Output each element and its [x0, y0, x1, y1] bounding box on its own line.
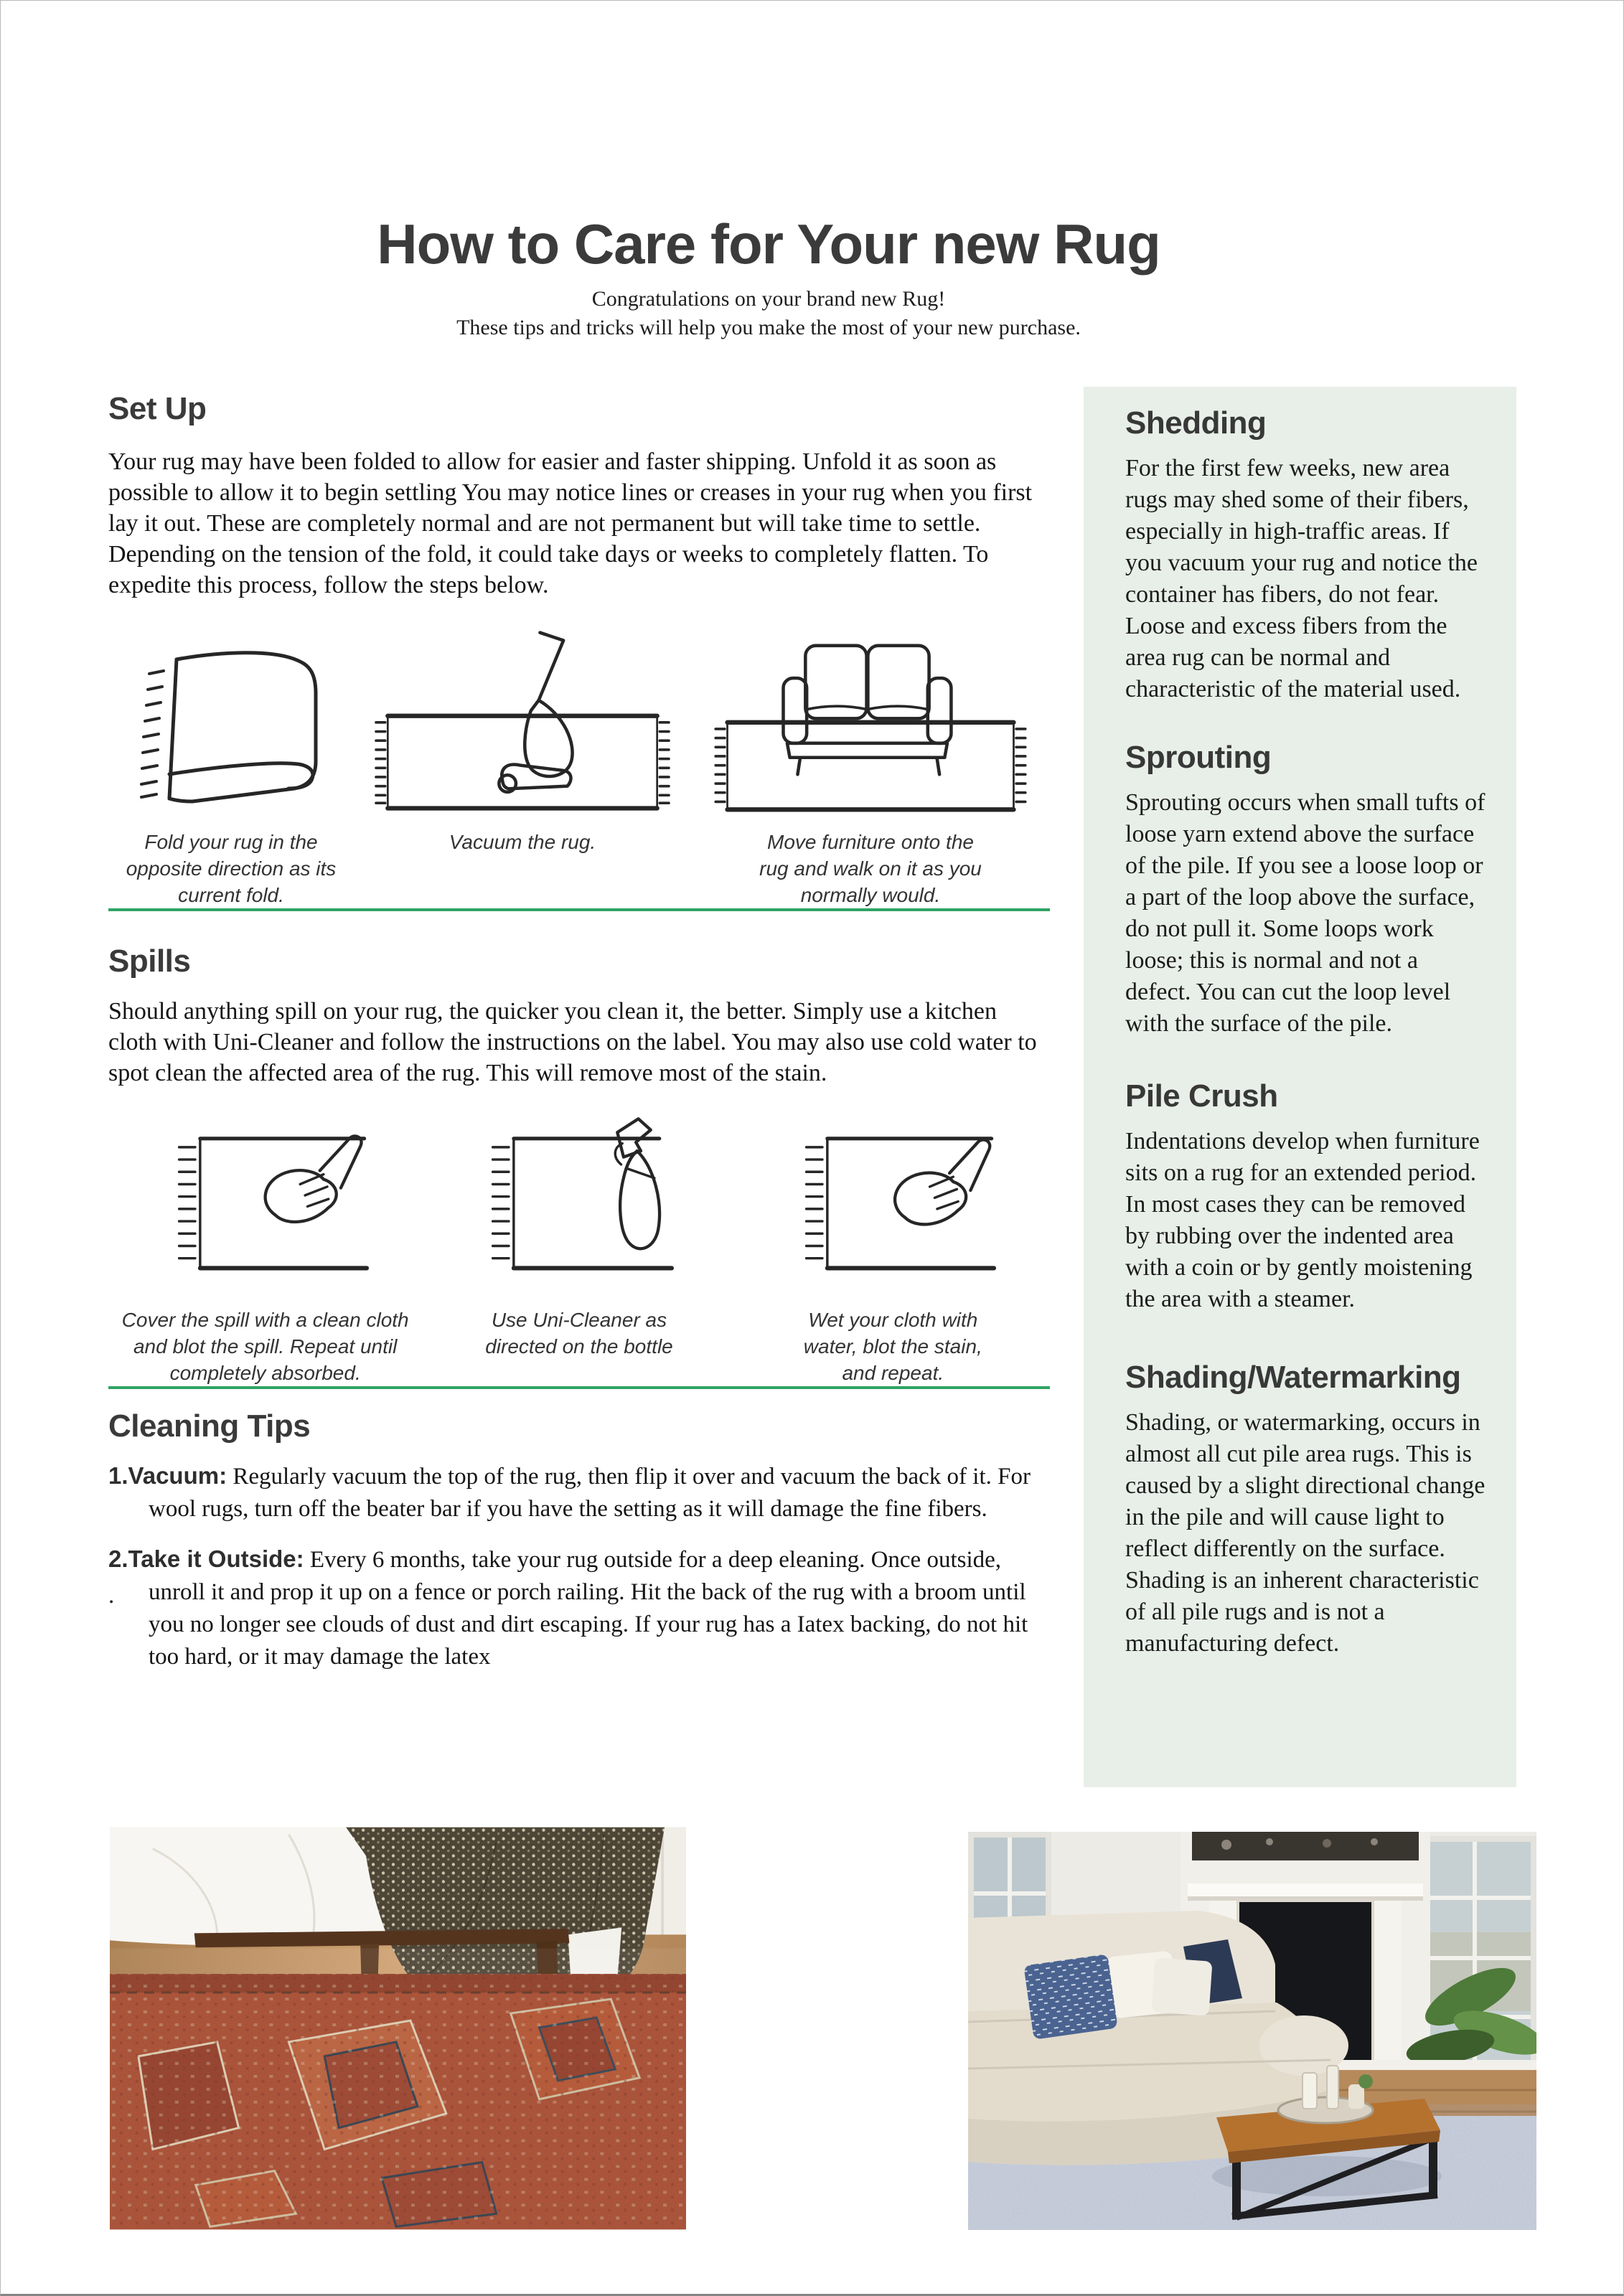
- living-room-rug-illustration: [968, 1832, 1536, 2230]
- step-vacuum: [354, 624, 691, 855]
- header: [1, 212, 1536, 342]
- main-column: [108, 392, 1050, 1673]
- step-wet-cloth: [736, 1111, 1050, 1386]
- section-set-up: [108, 392, 1050, 908]
- shedding-body: For the first few weeks, new area rugs may shed some of their fibers, especially in high-traffic areas. If you vacuum your rug and notice the container has fibers, do not fear. Loose and excess fibers from the area rug can be normal and characteristic of the material used.: [1125, 455, 1478, 702]
- set-up-paragraph: Your rug may have been folded to allow for easier and faster shipping. Unfold it as soon as possible to allow it to begin settling You may notice lines or creases in your rug when you first lay it out. These are completely normal and are not permanent but will take time to settle. Depending on the tension of the fold, it could take days or weeks to completely flatten. To expedite this process, follow the steps below.: [108, 448, 1033, 598]
- vacuum-on-rug-icon: [354, 624, 691, 819]
- section-cleaning-tips: [108, 1409, 1050, 1673]
- living-room-rug-photo: [968, 1832, 1536, 2230]
- shading-body: Shading, or watermarking, occurs in almost all cut pile area rugs. This is caused by a slight directional change in the pile and will cause light to reflect differently on the surface. Shading is an inherent characteristic of all pile rugs and is not a manufacturing defect.: [1125, 1409, 1485, 1657]
- step-caption: Cover the spill with a clean cloth and blot the spill. Repeat until completely absorbed.: [121, 1309, 409, 1384]
- sofa-on-rug-icon: [691, 624, 1050, 819]
- cleaning-tips-heading: Cleaning Tips: [108, 1408, 311, 1444]
- pile-crush-heading: Pile Crush: [1125, 1078, 1278, 1114]
- stray-bullet: .: [108, 1583, 115, 1609]
- step-caption: Vacuum the rug.: [449, 831, 596, 853]
- step-caption: Wet your cloth with water, blot the stain, and repeat.: [803, 1309, 982, 1384]
- tip-1-text: Regularly vacuum the top of the rug, then flip it over and vacuum the back of it. For wool rugs, turn off the beater bar if you have the setting as it will damage the fine fibers.: [149, 1464, 1031, 1522]
- tip-2-text: Every 6 months, take your rug outside for a deep eleaning. Once outside, unroll it and prop it up on a fence or porch railing. Hit the back of the rug with a broom until you no longer see clouds of dust and dirt escaping. If your rug has a Iatex backing, do not hit too hard, or it may damage the latex: [149, 1547, 1028, 1670]
- green-divider: [108, 908, 1050, 911]
- green-divider: [108, 1386, 1050, 1389]
- sidebar-section-sprouting: [1125, 740, 1486, 1040]
- folded-rug-icon: [123, 624, 339, 819]
- spills-heading: Spills: [108, 944, 191, 979]
- spills-steps: [108, 1111, 1050, 1386]
- step-caption: Use Uni-Cleaner as directed on the bottle: [485, 1309, 673, 1358]
- spray-bottle-icon: [457, 1111, 701, 1297]
- sprouting-body: Sprouting occurs when small tufts of loose yarn extend above the surface of the pile. If you see a loose loop or a part of the loop above the surface, do not pull it. Some loops work loose; this is normal and not a defect. You can cut the loop level with the surface of the pile.: [1125, 789, 1485, 1037]
- set-up-steps: [108, 624, 1050, 908]
- bedroom-rug-illustration: [110, 1827, 686, 2230]
- tip-1-label: 1.Vacuum:: [108, 1462, 227, 1489]
- set-up-heading: Set Up: [108, 391, 207, 426]
- step-furniture: [691, 624, 1050, 908]
- step-blot: [108, 1111, 422, 1386]
- page-title: How to Care for Your new Rug: [377, 212, 1160, 276]
- sidebar-section-shedding: [1125, 405, 1486, 705]
- step-fold-rug: [108, 624, 354, 908]
- shedding-heading: Shedding: [1125, 405, 1267, 441]
- pile-crush-body: Indentations develop when furniture sits on a rug for an extended period. In most cases they can be removed by rubbing over the indented area with a coin or by gently moistening the area with a steamer.: [1125, 1128, 1480, 1312]
- step-spray: [422, 1111, 736, 1360]
- sidebar-section-shading: [1125, 1360, 1486, 1660]
- wet-cloth-icon: [771, 1111, 1015, 1297]
- step-caption: Move furniture onto the rug and walk on it as you normally would.: [759, 831, 982, 906]
- sidebar-section-pile-crush: [1125, 1078, 1486, 1315]
- cleaning-tip-2: [108, 1543, 1050, 1673]
- cleaning-tip-1: [108, 1459, 1050, 1525]
- sidebar: [1084, 387, 1516, 1787]
- blot-cloth-icon: [144, 1111, 388, 1297]
- step-caption: Fold your rug in the opposite direction as its current fold.: [126, 831, 337, 906]
- subtitle-line-1: Congratulations on your brand new Rug!: [591, 287, 946, 311]
- sprouting-heading: Sprouting: [1125, 740, 1272, 775]
- bedroom-rug-photo: [110, 1827, 686, 2230]
- subtitle-line-2: These tips and tricks will help you make the most of your new purchase.: [456, 316, 1081, 339]
- section-spills: [108, 944, 1050, 1386]
- spills-paragraph: Should anything spill on your rug, the quicker you clean it, the better. Simply use a kitchen cloth with Uni-Cleaner and follow the instructions on the label. You may also use cold water to spot clean the affected area of the rug. This will remove most of the stain.: [108, 998, 1037, 1086]
- tip-2-label: 2.Take it Outside:: [108, 1545, 304, 1572]
- shading-heading: Shading/Watermarking: [1125, 1360, 1461, 1395]
